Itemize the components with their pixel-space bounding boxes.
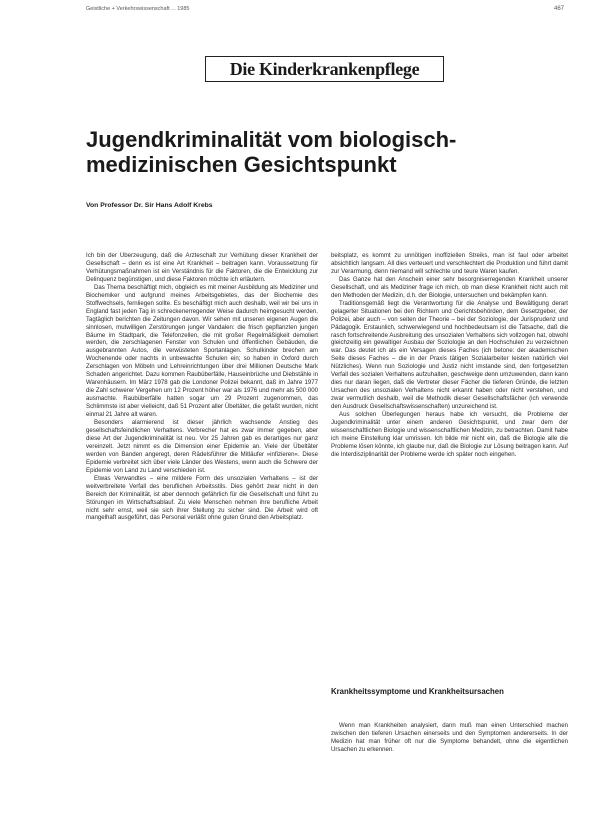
section-banner (205, 56, 444, 82)
section-subheading: Krankheitssymptome und Krankheitsursachen (331, 687, 504, 696)
right-column-lower (331, 722, 568, 807)
paragraph: Aus solchen Überlegungen heraus habe ich versucht, die Probleme der Jugendkriminalität unter einem anderen Gesichtspunkt, und zwar dem der wissenschaftlichen Biologie und wissenschaftlichen Medizin, zu betrachten. Damit habe ich meine Einstellung klar umrissen. Ich bilde mir nicht ein, daß die Biologie alle die Probleme lösen könnte, ich glaube nur, daß die Biologie zur Lösung beitragen kann. Auf die Interdisziplinarität der Probleme werde ich später noch eingehen. (331, 411, 568, 458)
paragraph: Etwas Verwandtes – eine mildere Form des unsozialen Verhaltens – ist der weitverbreitete Verfall des beruflichen Arbeitsstils. Dies gehört zwar nicht in den Bereich der Kriminalität, ist aber dennoch gefährlich für die Gesellschaft und führt zu Störungen im Wirtschaftsablauf. Zu viele Menschen nehmen ihre berufliche Arbeit nicht sehr ernst, weil sie sich ihrer Stellung zu sicher sind. Die Arbeit wird oft mangelhaft ausgeführt, das Personal verläßt ohne guten Grund den Arbeitsplatz. (86, 474, 318, 522)
paragraph: Wenn man Krankheiten analysiert, dann muß man einen Unterschied machen zwischen den tieferen Ursachen einerseits und den Symptomen andererseits. In der Medizin hat man früher oft nur die Symptome behandelt, ohne die eigentlichen Ursachen zu erkennen. (331, 722, 568, 753)
paragraph: Das Thema beschäftigt mich, obgleich es mit meiner Ausbildung als Mediziner und Biochemiker und aufgrund meines Arbeitsgebietes, das der Biochemie des Stoffwechsels, fernliegen sollte. Es beschäftigt mich auch deshalb, weil wir bei uns in England fast jeden Tag in schreckenerregender Weise dadurch heimgesucht werden. Tagtäglich berichten die Zeitungen davon. Wir sehen mit unseren eigenen Augen die sinnlosen, mutwilligen Zerstörungen junger Vandalen: die frisch gepflanzten jungen Bäume im Stadtpark, die Telefonzellen, die mit großer Regelmäßigkeit demoliert werden, die zerschlagenen Fenster von Schulen und öffentlichen Gebäuden, die ausgebrannten Autos, die verwüsteten Sportanlagen. Schulkinder brechen am Wochenende oder nachts in unbewachte Schulen ein; so haben in Oxford durch Zerschlagen von Möbeln und Lehreinrichtungen über drei Millionen Deutsche Mark Schaden angerichtet. Dazu kommen Raubüberfälle, Hauseinbrüche und Diebstähle in Warenhäusern. Im März 1978 gab die Londoner Polizei bekannt, daß im Jahre 1977 die Zahl schwerer Vergehen um 12 Prozent höher war als 1976 und mehr als 500 000 ausmachte. Raubüberfälle hatten sogar um 29 Prozent zugenommen, das Schlimmste ist aber vielleicht, daß 51 Prozent aller Übeltäter, die gefaßt wurden, nicht einmal 21 Jahre alt waren. (86, 283, 318, 419)
page-number: 467 (553, 6, 564, 12)
paragraph: Ich bin der Überzeugung, daß die Ärzteschaft zur Verhütung dieser Krankheit der Gesellschaft – denn es ist eine Art Krankheit – beitragen kann. Voraussetzung für Verhütungsmaßnahmen ist ein Verständnis für die Faktoren, die die Entwicklung zur Delinquenz begünstigen, und diese Faktoren möchte ich erläutern. (86, 252, 318, 283)
article-title: Jugendkriminalität vom biologisch-medizinischen Gesichtspunkt (86, 127, 457, 177)
left-column (86, 252, 318, 807)
paragraph: Das Ganze hat den Anschein einer sehr besorgniserregenden Krankheit unserer Gesellschaft, und als Mediziner frage ich mich, ob man diese Krankheit nicht auch mit den Methoden der Medizin, d.h. der Biologie, untersuchen und bekämpfen kann. (331, 275, 568, 299)
section-title: Die Kinderkrankenpflege (229, 59, 420, 79)
journal-header: Geistliche + Verkehrswissenschaft ... 1985 (86, 6, 190, 12)
paragraph: beitsplatz, es kommt zu unnötigen inoffiziellen Streiks, man ist faul oder arbeitet absichtlich langsam. All dies verteuert und verschlechtert die Produktion und führt damit zur Verarmung, denn niemand will schlechte und teure Waren kaufen. (331, 252, 568, 275)
right-column (331, 252, 568, 612)
article-author: Von Professor Dr. Sir Hans Adolf Krebs (86, 202, 213, 209)
paragraph: Traditionsgemäß liegt die Verantwortung für die Analyse und Bewältigung derart gelagerter Situationen bei den Richtern und Gerichtsbehörden, dem Gesetzgeber, der Polizei, aber auch – von seiten der Theorie – bei der Soziologie, der Jurisprudenz und Pädagogik. Erstaunlich, schwerwiegend und hochbedeutsam ist die Tatsache, daß die rasch fortschreitende Ausbreitung des unsozialen Verhaltens sich vollzogen hat, obwohl gleichzeitig ein gewaltiger Ausbau der Soziologie an den Hochschulen zu verzeichnen war. Das deutet ich als ein Versagen dieses Faches (ich betone: der akademischen Seite dieses Faches – die in der Praxis tätigen Sozialarbeiter leisten natürlich viel Nützliches). Wenn nun Soziologie und Justiz nicht imstande sind, den fortgesetzten Verfall des sozialen Verhaltens aufzuhalten, geschweige denn umzuwenden, dann kann dies nur daran liegen, daß die Vertreter dieser Fächer die tieferen Gründe, die letzten Ursachen des unsozialen Verhaltens nicht erkannt haben oder nicht verstehen, und zwar vermutlich deshalb, weil die Methodik dieser Gesellschaftsfächer (ich verwende den Ausdruck Gesellschaftswissenschaften) unzureichend ist. (331, 299, 568, 411)
paragraph: Besonders alarmierend ist dieser jährlich wachsende Anstieg des gesellschaftsfeindlichen Verhaltens. Verbrecher hat es zwar immer gegeben, aber diese Art der Jugendkriminalität ist neu. Vor 25 Jahren gab es derartiges nur ganz vereinzelt. Jetzt nimmt es die Dimension einer Epidemie an. Viele der Übeltäter werden von Banden angeregt, deren Rädelsführer die Mitläufer »infizieren«. Diese Epidemie verbreitet sich über viele Länder des Westens, wenn auch die Schwere der Epidemie von Land zu Land verschieden ist. (86, 419, 318, 474)
